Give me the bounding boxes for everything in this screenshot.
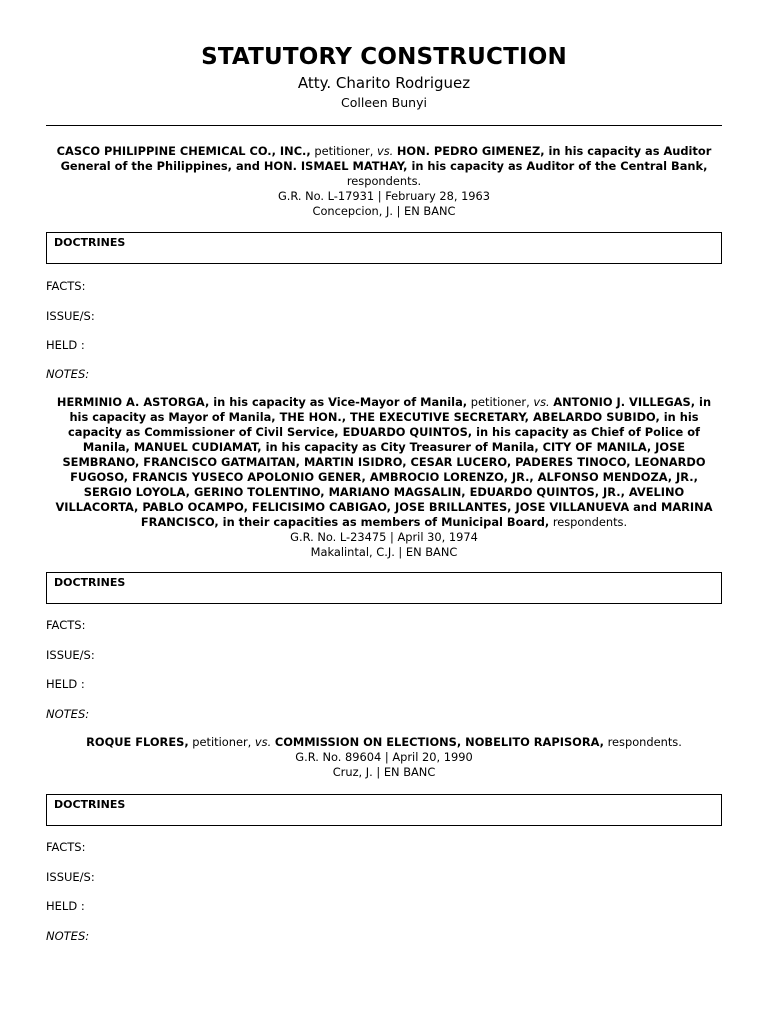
case-parties-3 [46,735,722,750]
case-caption-2 [46,395,722,560]
facts-label: FACTS: [46,279,86,293]
doctrines-label: DOCTRINES [54,798,126,811]
doctrines-label: DOCTRINES [54,236,126,249]
author-name: Atty. Charito Rodriguez [297,74,471,92]
notes-label: NOTES: [46,367,90,381]
petitioner-name: HERMINIO A. ASTORGA, in his capacity as Vice-Mayor of Manila, [56,395,468,409]
document-title: STATUTORY CONSTRUCTION [201,44,567,70]
petitioner-role: petitioner, [470,395,530,409]
ponente-line: Concepcion, J. | EN BANC [312,204,456,218]
respondent-role: respondents. [552,515,628,529]
case-parties-1 [46,144,722,189]
header-divider [46,125,722,126]
notes-label: NOTES: [46,929,90,943]
versus-label: vs. [254,735,272,749]
versus-label: vs. [533,395,550,409]
petitioner-role: petitioner, [192,735,252,749]
versus-label: vs. [376,144,394,158]
case-parties-2 [46,395,722,530]
doctrines-box-1[interactable] [46,232,722,264]
case-caption-3 [46,735,722,780]
gr-number-line: G.R. No. L-23475 | April 30, 1974 [290,530,478,544]
doctrines-box-2[interactable] [46,572,722,604]
respondent-names: ANTONIO J. VILLEGAS, in his capacity as Mayor of Manila, THE HON., THE EXECUTIVE SECRETARY, ABELARDO SUBIDO, in his capacity as Commissioner of Civil Service, EDUARDO QUINTOS, in his capacity as Chief of Police of Manila, MANUEL CUDIAMAT, in his capacity as City Treasurer of Manila, CITY OF MANILA, JOSE SEMBRANO, FRANCISCO GATMAITAN, MARTIN ISIDRO, CESAR LUCERO, PADERES TINOCO, LEONARDO FUGOSO, FRANCIS YUSECO APOLONIO GENER, AMBROCIO LORENZO, JR., ALFONSO MENDOZA, JR., SERGIO LOYOLA, GERINO TOLENTINO, MARIANO MAGSALIN, EDUARDO QUINTOS, JR., AVELINO VILLACORTA, PABLO OCAMPO, FELICISIMO CABIGAO, JOSE BRILLANTES, JOSE VILLANUEVA and MARINA FRANCISCO, in their capacities as members of Municipal Board, [55,395,713,529]
notes-label: NOTES: [46,707,90,721]
held-label: HELD : [46,338,85,352]
respondent-names: COMMISSION ON ELECTIONS, NOBELITO RAPISORA, [274,735,604,749]
gr-number-line: G.R. No. 89604 | April 20, 1990 [295,750,473,764]
respondent-names: HON. PEDRO GIMENEZ, in his capacity as Auditor General of the Philippines, and HON. ISMAEL MATHAY, in his capacity as Auditor of the Central Bank, [60,144,712,173]
respondent-role: respondents. [346,174,422,188]
respondent-role: respondents. [607,735,682,749]
ponente-line: Makalintal, C.J. | EN BANC [310,545,458,559]
held-label: HELD : [46,677,85,691]
facts-label: FACTS: [46,840,86,854]
issues-label: ISSUE/S: [46,648,95,662]
ponente-line: Cruz, J. | EN BANC [332,765,436,779]
petitioner-role: petitioner, [314,144,374,158]
facts-label: FACTS: [46,618,86,632]
doctrines-box-3[interactable] [46,794,722,826]
issues-label: ISSUE/S: [46,870,95,884]
gr-number-line: G.R. No. L-17931 | February 28, 1963 [277,189,491,203]
petitioner-name: CASCO PHILIPPINE CHEMICAL CO., INC., [56,144,311,158]
doctrines-label: DOCTRINES [54,576,126,589]
issues-label: ISSUE/S: [46,309,95,323]
petitioner-name: ROQUE FLORES, [86,735,189,749]
compiler-name: Colleen Bunyi [341,95,427,110]
held-label: HELD : [46,899,85,913]
case-caption-1 [46,144,722,219]
